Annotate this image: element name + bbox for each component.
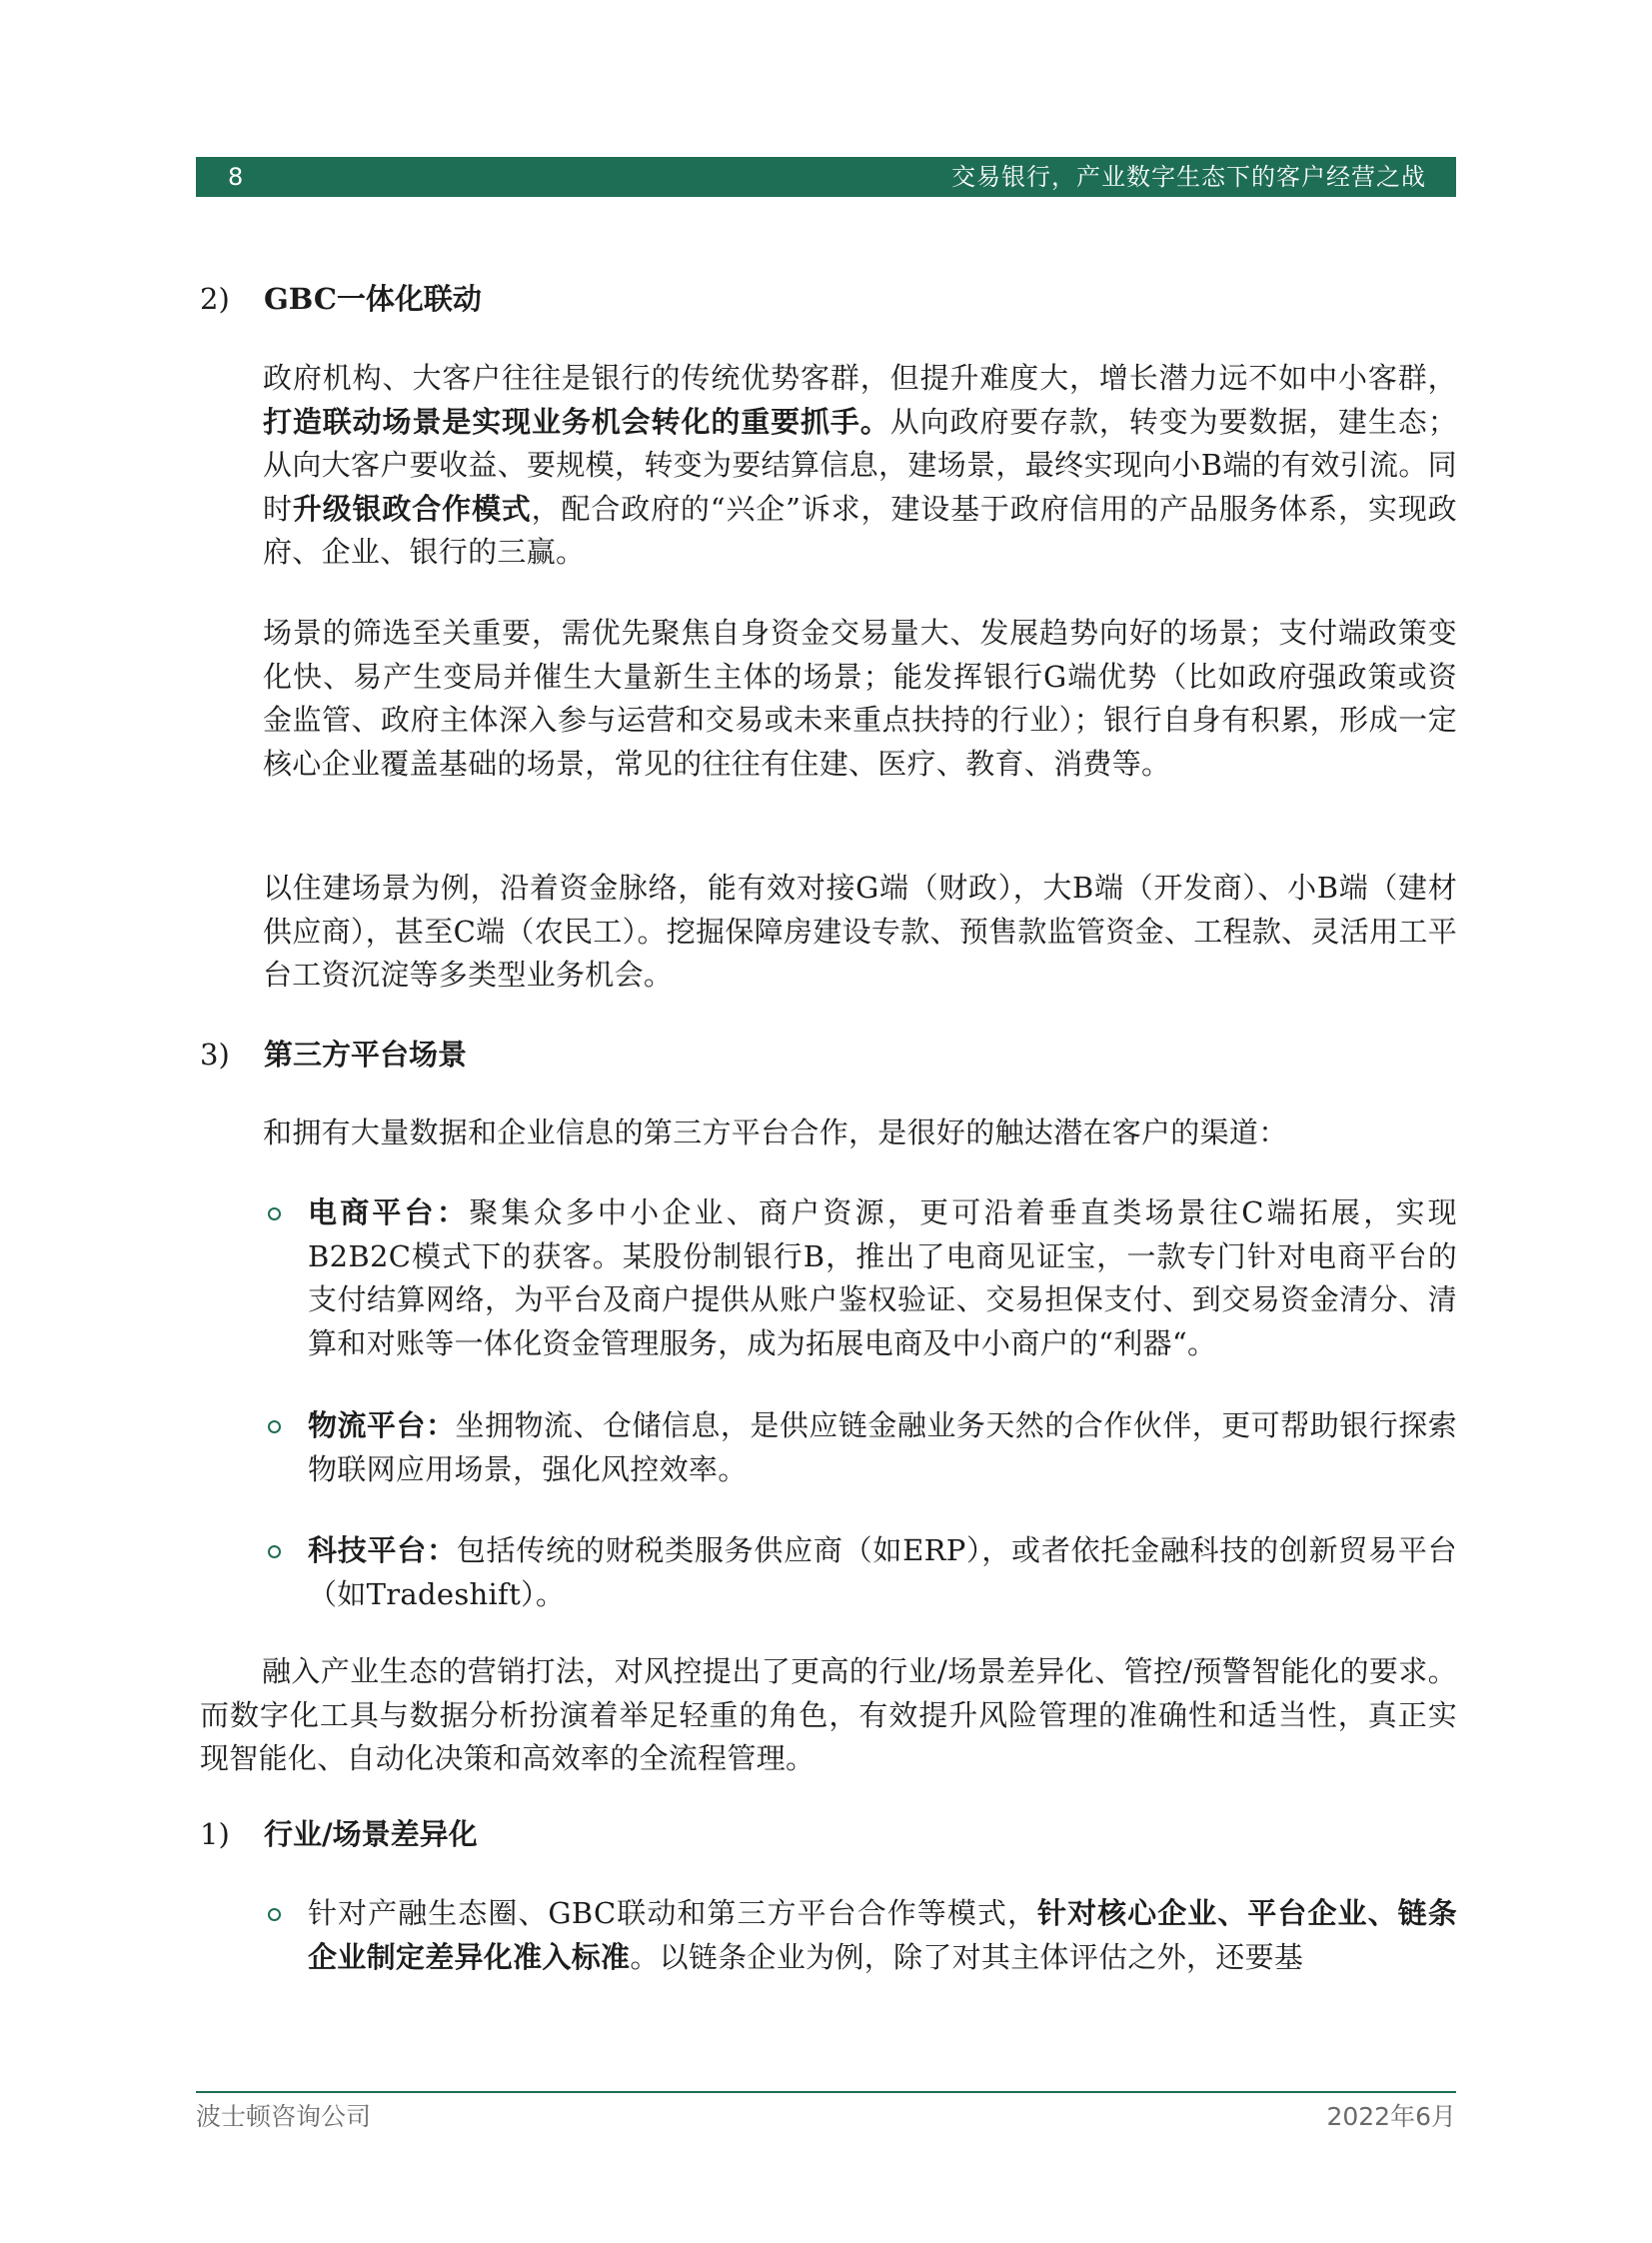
emphasis-text: 打造联动场景是实现业务机会转化的重要抓手。 — [263, 404, 890, 439]
section-title: 行业/场景差异化 — [264, 1817, 478, 1851]
bullet-circle-icon — [268, 1207, 281, 1220]
paragraph-gbc-2: 场景的筛选至关重要，需优先聚焦自身资金交易量大、发展趋势向好的场景；支付端政策变化快、易产生变局并催生大量新生主体的场景；能发挥银行G端优势（比如政府强政策或资金监管、政府主体深入参与运营和交易或未来重点扶持的行业）；银行自身有积累，形成一定核心企业覆盖基础的场景，常见的往往有住建、医疗、教育、消费等。 — [263, 616, 1457, 781]
bullet-text: 聚集众多中小企业、商户资源，更可沿着垂直类场景往C端拓展，实现B2B2C模式下的获客。某股份制银行B，推出了电商见证宝，一款专门针对电商平台的支付结算网络，为平台及商户提供从账户鉴权验证、交易担保支付、到交易资金清分、清算和对账等一体化资金管理服务，成为拓展电商及中小商户的“利器“。 — [308, 1195, 1457, 1360]
footer-divider — [196, 2091, 1456, 2093]
section-heading-gbc — [200, 279, 482, 319]
section-number: 3) — [200, 1038, 230, 1072]
footer-date: 2022年6月 — [1326, 2102, 1456, 2131]
section-heading-third-party — [200, 1035, 467, 1075]
bullet-title: 科技平台： — [308, 1533, 457, 1567]
bullet-title: 物流平台： — [308, 1408, 456, 1442]
section-heading-industry — [200, 1814, 478, 1854]
emphasis-text: 针对核心企业、平台企业、链条企业制定差异化准入标准 — [308, 1896, 1457, 1974]
section-number: 2) — [200, 282, 230, 316]
section-title: GBC一体化联动 — [264, 282, 482, 316]
bullet-circle-icon — [268, 1545, 281, 1558]
section-number: 1) — [200, 1817, 230, 1851]
footer-company: 波士顿咨询公司 — [196, 2102, 372, 2131]
bullet-circle-icon — [268, 1420, 281, 1433]
bullet-text: 包括传统的财税类服务供应商（如ERP），或者依托金融科技的创新贸易平台（如Tradeshift）。 — [308, 1533, 1457, 1611]
paragraph-risk-intro: 融入产业生态的营销打法，对风控提出了更高的行业/场景差异化、管控/预警智能化的要求。而数字化工具与数据分析扮演着举足轻重的角色，有效提升风险管理的准确性和适当性，真正实现智能化、自动化决策和高效率的全流程管理。 — [200, 1654, 1457, 1775]
section-title: 第三方平台场景 — [264, 1038, 468, 1072]
header-bar — [196, 157, 1456, 197]
bullet-text: 坐拥物流、仓储信息，是供应链金融业务天然的合作伙伴，更可帮助银行探索物联网应用场景，强化风控效率。 — [308, 1408, 1457, 1486]
bullet-title: 电商平台： — [308, 1195, 470, 1229]
paragraph-third-party-intro: 和拥有大量数据和企业信息的第三方平台合作，是很好的触达潜在客户的渠道： — [263, 1116, 1288, 1149]
document-title: 交易银行，产业数字生态下的客户经营之战 — [951, 163, 1426, 191]
emphasis-text: 升级银政合作模式 — [292, 491, 532, 526]
paragraph-gbc-1: 政府机构、大客户往往是银行的传统优势客群，但提升难度大，增长潜力远不如中小客群，打造联动场景是实现业务机会转化的重要抓手。从向政府要存款，转变为要数据，建生态；从向大客户要收益、要规模，转变为要结算信息，建场景，最终实现向小B端的有效引流。同时升级银政合作模式，配合政府的“兴企”诉求，建设基于政府信用的产品服务体系，实现政府、企业、银行的三赢。 — [263, 361, 1457, 569]
page-number: 8 — [228, 163, 244, 191]
paragraph-gbc-3: 以住建场景为例，沿着资金脉络，能有效对接G端（财政），大B端（开发商）、小B端（建材供应商），甚至C端（农民工）。挖掘保障房建设专款、预售款监管资金、工程款、灵活用工平台工资沉淀等多类型业务机会。 — [263, 871, 1457, 992]
bullet-circle-icon — [268, 1908, 281, 1921]
